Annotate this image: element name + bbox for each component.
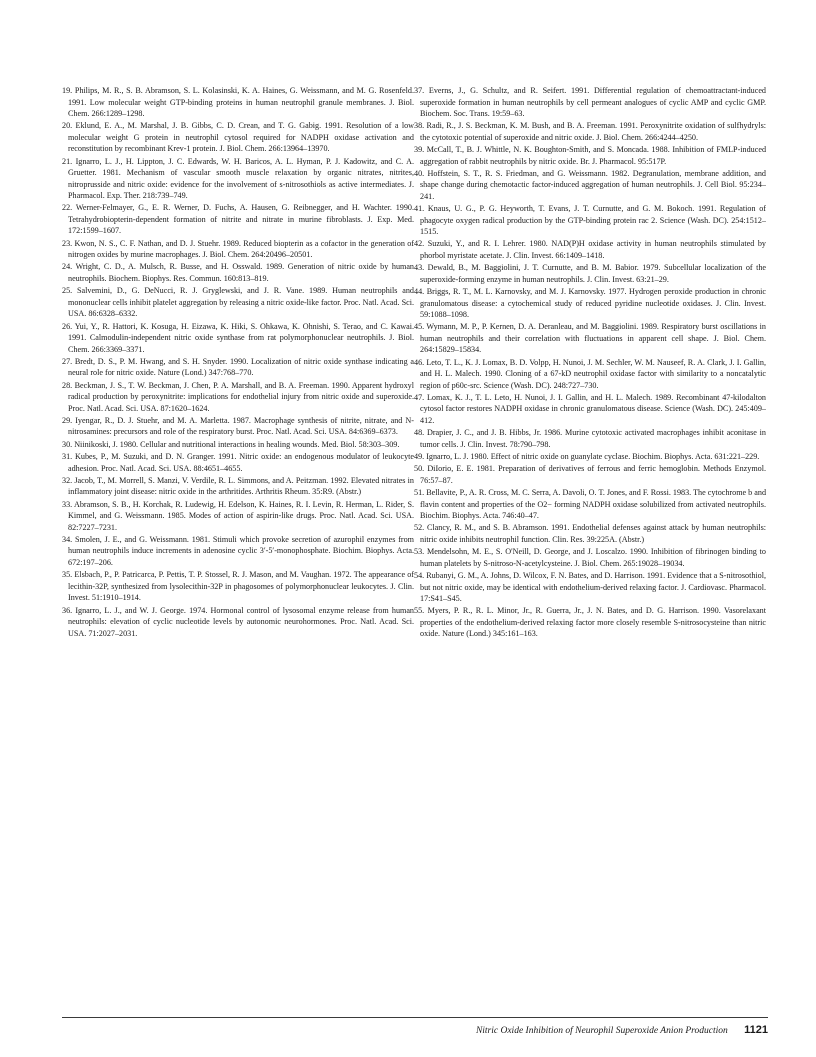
reference-item	[414, 392, 766, 427]
reference-text: Briggs, R. T., M. L. Karnovsky, and M. J. Karnovsky. 1977. Hydrogen peroxide production in chronic granulomatous disease: a cytochemical study of reduced pyridine nucleotide oxidases. J. Clin. Invest. 59:1088–1098.	[420, 287, 766, 320]
reference-text: Smolen, J. E., and G. Weissmann. 1981. Stimuli which provoke secretion of azurophil enzymes from human neutrophils induce increments in adenosine cyclic 3′-5′-monophosphate. Biochim. Biophys. Acta. 672:197–206.	[68, 534, 414, 567]
reference-text: Drapier, J. C., and J. B. Hibbs, Jr. 1986. Murine cytotoxic activated macrophages inhibit aconitase in tumor cells. J. Clin. Invest. 78:790–798.	[420, 428, 766, 449]
reference-item	[62, 321, 414, 356]
reference-number: 23.	[62, 238, 73, 248]
reference-item	[62, 380, 414, 415]
reference-number: 29.	[62, 415, 73, 425]
reference-number: 25.	[62, 286, 73, 296]
reference-item	[414, 487, 766, 522]
reference-item	[414, 463, 766, 486]
reference-number: 30.	[62, 439, 73, 449]
reference-text: Salvemini, D., G. DeNucci, R. J. Gryglewski, and J. R. Vane. 1989. Human neutrophils and mononuclear cells inhibit platelet aggregation by releasing a nitric oxide-like factor. Proc. Natl. Acad. Sci. USA. 86:6328–6332.	[68, 286, 414, 319]
reference-number: 24.	[62, 262, 73, 272]
reference-item	[62, 439, 414, 451]
reference-item	[414, 570, 766, 605]
reference-text: Kwon, N. S., C. F. Nathan, and D. J. Stuehr. 1989. Reduced biopterin as a cofactor in the generation of nitrogen oxides by murine macrophages. J. Biol. Chem. 264:20496–20501.	[68, 238, 415, 260]
reference-number: 43.	[414, 263, 425, 273]
reference-item	[414, 546, 766, 569]
reference-text: DiIorio, E. E. 1981. Preparation of derivatives of ferrous and ferric hemoglobin. Methods Enzymol. 76:57–87.	[420, 464, 767, 485]
reference-number: 38.	[414, 121, 425, 131]
reference-text: Philips, M. R., S. B. Abramson, S. L. Kolasinski, K. A. Haines, G. Weissmann, and M. G. Rosenfeld. 1991. Low molecular weight GTP-binding proteins in human neutrophil granule membranes. J. Biol. Chem. 266:1289–1298.	[68, 86, 415, 118]
reference-text: Wymann, M. P., P. Kernen, D. A. Deranleau, and M. Baggiolini. 1989. Respiratory burst oscillations in human neutrophils and their correlation with fluctuations in apparent cell shape. J. Biol. Chem. 264:15829–15834.	[420, 322, 766, 355]
page-number: 1121	[744, 1024, 768, 1036]
reference-number: 34.	[62, 534, 73, 544]
reference-item	[414, 321, 766, 356]
reference-text: Rubanyi, G. M., A. Johns, D. Wilcox, F. N. Bates, and D. Harrison. 1991. Evidence that a S-nitrosothiol, but not nitric oxide, may be identical with endothelium-derived relaxing factor. J. Cardiovasc. Pharmacol. 17:S41–S45.	[420, 571, 767, 604]
reference-text: Mendelsohn, M. E., S. O'Neill, D. George, and J. Loscalzo. 1990. Inhibition of fibrinogen binding to human platelets by S-nitroso-N-acetylcysteine. J. Biol. Chem. 265:19028–19034.	[420, 547, 766, 568]
reference-number: 28.	[62, 380, 73, 390]
reference-item	[414, 144, 766, 167]
reference-item	[62, 238, 414, 261]
reference-text: McCall, T., B. J. Whittle, N. K. Boughton-Smith, and S. Moncada. 1988. Inhibition of FMLP-induced aggregation of rabbit neutrophils by nitric oxide. Br. J. Pharmacol. 95:517P.	[420, 145, 767, 166]
reference-number: 37.	[414, 86, 425, 95]
reference-number: 46.	[414, 357, 425, 367]
reference-item	[414, 522, 766, 545]
reference-text: Iyengar, R., D. J. Stuehr, and M. A. Marletta. 1987. Macrophage synthesis of nitrite, nitrate, and N-nitrosamines: precursors and role of the respiratory burst. Proc. Natl. Acad. Sci. USA. 84:6369–6373.	[68, 415, 414, 437]
reference-item	[62, 356, 414, 379]
reference-item	[62, 475, 414, 498]
reference-item	[414, 286, 766, 321]
reference-item	[414, 605, 766, 640]
reference-text: Elsbach, P., P. Patricarca, P. Pettis, T. P. Stossel, R. J. Mason, and M. Vaughan. 1972. The appearance of lecithin-32P, synthesized from lysolecithin-32P in phagosomes of polymorphonuclear leukocytes. J. Clin. Invest. 51:1910–1914.	[68, 570, 414, 603]
reference-text: Lomax, K. J., T. L. Leto, H. Nunoi, J. I. Gallin, and H. L. Malech. 1989. Recombinant 47-kilodalton cytosol factor restores NADPH oxidase in chronic granulomatous disease. Science (Wash. DC). 245:409–412.	[420, 392, 766, 425]
reference-item	[62, 415, 414, 438]
reference-text: Jacob, T., M. Morrell, S. Manzi, V. Verdile, R. L. Simmons, and A. Peitzman. 1992. Elevated nitrates in inflammatory joint disease: nitric oxide in the arthritides. Arthritis Rheum. 35:R9. (Abstr.)	[68, 475, 414, 497]
reference-number: 52.	[414, 523, 425, 533]
reference-number: 47.	[414, 392, 425, 402]
reference-number: 39.	[414, 145, 425, 155]
reference-text: Myers, P. R., R. L. Minor, Jr., R. Guerra, Jr., J. N. Bates, and D. G. Harrison. 1990. Vasorelaxant properties of the endothelium-derived relaxing factor more closely resemble S-nitrosocysteine than nitric oxide. Nature (Lond.) 345:161–163.	[420, 606, 766, 639]
reference-number: 26.	[62, 321, 73, 331]
reference-text: Suzuki, Y., and R. I. Lehrer. 1980. NAD(P)H oxidase activity in human neutrophils stimulated by phorbol myristate acetate. J. Clin. Invest. 66:1409–1418.	[420, 239, 766, 260]
reference-number: 35.	[62, 570, 73, 580]
reference-item	[414, 168, 766, 203]
reference-text: Ignarro, L. J. 1980. Effect of nitric oxide on guanylate cyclase. Biochim. Biophys. Acta. 631:221–229.	[426, 452, 760, 462]
reference-number: 20.	[62, 121, 73, 131]
reference-text: Bellavite, P., A. R. Cross, M. C. Serra, A. Davoli, O. T. Jones, and F. Rossi. 1983. The cytochrome b and flavin content and properties of the O2− forming NADPH oxidase solubilized from activated neutrophils. Biochim. Biophys. Acta. 746:40–47.	[420, 488, 767, 521]
reference-text: Abramson, S. B., H. Korchak, R. Ludewig, H. Edelson, K. Haines, R. I. Levin, R. Herman, L. Rider, S. Kimmel, and G. Weissmann. 1985. Modes of action of aspirin-like drugs. Proc. Natl. Acad. Sci. USA. 82:7227–7231.	[68, 499, 414, 532]
reference-item	[62, 605, 414, 640]
running-title: Nitric Oxide Inhibition of Neurophil Superoxide Anion Production	[475, 1026, 728, 1036]
reference-text: Wright, C. D., A. Mulsch, R. Busse, and H. Osswald. 1989. Generation of nitric oxide by human neutrophils. Biochem. Biophys. Res. Commun. 160:813–819.	[68, 262, 414, 283]
reference-text: Clancy, R. M., and S. B. Abramson. 1991. Endothelial defenses against attack by human neutrophils: nitric oxide inhibits neutrophil function. Clin. Res. 39:225A. (Abstr.)	[420, 523, 767, 544]
reference-number: 55.	[414, 606, 425, 616]
reference-column-left	[62, 85, 414, 640]
reference-item	[62, 534, 414, 569]
reference-number: 45.	[414, 322, 425, 332]
reference-number: 27.	[62, 356, 73, 366]
reference-number: 44.	[414, 287, 425, 297]
reference-item	[414, 238, 766, 261]
reference-number: 41.	[414, 204, 425, 214]
reference-text: Everns, J., G. Schultz, and R. Seifert. 1991. Differential regulation of chemoattractant-induced superoxide formation in human neutrophils by cell permeant analogues of cyclic AMP and cyclic GMP. Biochem. Soc. Trans. 19:59–63.	[420, 86, 766, 118]
reference-number: 33.	[62, 499, 73, 509]
reference-item	[62, 499, 414, 534]
reference-item	[62, 156, 414, 202]
reference-text: Werner-Felmayer, G., E. R. Werner, D. Fuchs, A. Hausen, G. Reibnegger, and H. Wachter. 1990. Tetrahydrobiopterin-dependent formation of nitrite and nitrate in murine fibroblasts. J. Exp. Med. 172:1599–1607.	[68, 203, 414, 236]
reference-text: Eklund, E. A., M. Marshal, J. B. Gibbs, C. D. Crean, and T. G. Gabig. 1991. Resolution of a low molecular weight G protein in neutrophil cytosol required for NADPH oxidase activation and reconstitution by recombinant Krev-1 protein. J. Biol. Chem. 266:13964–13970.	[68, 121, 415, 154]
reference-text: Niinikoski, J. 1980. Cellular and nutritional interactions in healing wounds. Med. Biol. 58:303–309.	[74, 439, 400, 449]
reference-number: 51.	[414, 488, 425, 498]
reference-text: Dewald, B., M. Baggiolini, J. T. Curnutte, and B. M. Babior. 1979. Subcellular localization of the superoxide-forming enzyme in human neutrophils. J. Clin. Invest. 63:21–29.	[420, 263, 767, 284]
reference-text: Hoffstein, S. T., R. S. Friedman, and G. Weissmann. 1982. Degranulation, membrane addition, and shape change during chemotactic factor-induced aggregation of human neutrophils. J. Cell Biol. 95:234–241.	[420, 168, 766, 201]
reference-number: 22.	[62, 203, 73, 213]
reference-text: Yui, Y., R. Hattori, K. Kosuga, H. Eizawa, K. Hiki, S. Ohkawa, K. Ohnishi, S. Terao, and C. Kawai. 1991. Calmodulin-independent nitric oxide synthase from rat polymorphonuclear neutrophils. J. Biol. Chem. 266:3369–3371.	[68, 321, 414, 354]
reference-number: 32.	[62, 475, 73, 485]
reference-number: 50.	[414, 464, 425, 474]
reference-number: 53.	[414, 547, 425, 557]
reference-item	[62, 120, 414, 155]
reference-number: 40.	[414, 168, 425, 178]
reference-item	[414, 203, 766, 238]
reference-number: 49.	[414, 452, 425, 462]
reference-item	[414, 427, 766, 450]
reference-number: 36.	[62, 605, 73, 615]
reference-text: Ignarro, L. J., H. Lippton, J. C. Edwards, W. H. Baricos, A. L. Hyman, P. J. Kadowitz, and C. A. Gruetter. 1981. Mechanism of vascular smooth muscle relaxation by organic nitrates, nitrites, nitroprusside and nitric oxide: evidence for the involvement of s-nitrosothiols as active intermediates. J. Pharmacol. Exp. Ther. 218:739–749.	[68, 156, 415, 201]
reference-item	[62, 261, 414, 284]
reference-text: Radi, R., J. S. Beckman, K. M. Bush, and B. A. Freeman. 1991. Peroxynitrite oxidation of sulfhydryls: the cytotoxic potential of superoxide and nitric oxide. J. Biol. Chem. 266:4244–4250.	[420, 121, 767, 142]
reference-text: Ignarro, L. J., and W. J. George. 1974. Hormonal control of lysosomal enzyme release from human neutrophils: elevation of cyclic nucleotide levels by autonomic neurohormones. Proc. Natl. Acad. Sci. USA. 71:2027–2031.	[68, 605, 414, 638]
reference-item	[414, 357, 766, 392]
reference-text: Leto, T. L., K. J. Lomax, B. D. Volpp, H. Nunoi, J. M. Sechler, W. M. Nauseef, R. A. Clark, J. I. Gallin, and H. L. Malech. 1990. Cloning of a 67-kD neutrophil oxidase factor with similarity to a noncatalytic region of p60c-src. Science (Wash. DC). 248:727–730.	[420, 357, 766, 390]
reference-number: 19.	[62, 86, 73, 95]
reference-number: 48.	[414, 428, 425, 438]
reference-column-right	[414, 85, 766, 641]
reference-item	[414, 262, 766, 285]
reference-number: 42.	[414, 239, 425, 249]
reference-item	[62, 202, 414, 237]
reference-item	[414, 85, 766, 120]
reference-item	[62, 569, 414, 604]
reference-text: Beckman, J. S., T. W. Beckman, J. Chen, P. A. Marshall, and B. A. Freeman. 1990. Apparent hydroxyl radical production by peroxynitrite: implications for endothelial injury from nitric oxide and superoxide. Proc. Natl. Acad. Sci. USA. 87:1620–1624.	[68, 380, 414, 413]
reference-text: Knaus, U. G., P. G. Heyworth, T. Evans, J. T. Curnutte, and G. M. Bokoch. 1991. Regulation of phagocyte oxygen radical production by the GTP-binding protein rac 2. Science (Wash. DC). 254:1512–1515.	[420, 204, 767, 237]
reference-text: Kubes, P., M. Suzuki, and D. N. Granger. 1991. Nitric oxide: an endogenous modulator of leukocyte adhesion. Proc. Natl. Acad. Sci. USA. 88:4651–4655.	[68, 452, 415, 473]
reference-number: 21.	[62, 156, 73, 166]
reference-item	[414, 120, 766, 143]
reference-number: 54.	[414, 571, 425, 581]
reference-text: Bredt, D. S., P. M. Hwang, and S. H. Snyder. 1990. Localization of nitric oxide synthase indicating a neural role for nitric oxide. Nature (Lond.) 347:768–770.	[68, 356, 414, 378]
page-footer	[476, 1024, 768, 1036]
reference-item	[414, 451, 766, 463]
reference-item	[62, 451, 414, 474]
footer-rule	[62, 1017, 768, 1018]
reference-item	[62, 85, 414, 120]
reference-item	[62, 285, 414, 320]
reference-number: 31.	[62, 452, 73, 462]
